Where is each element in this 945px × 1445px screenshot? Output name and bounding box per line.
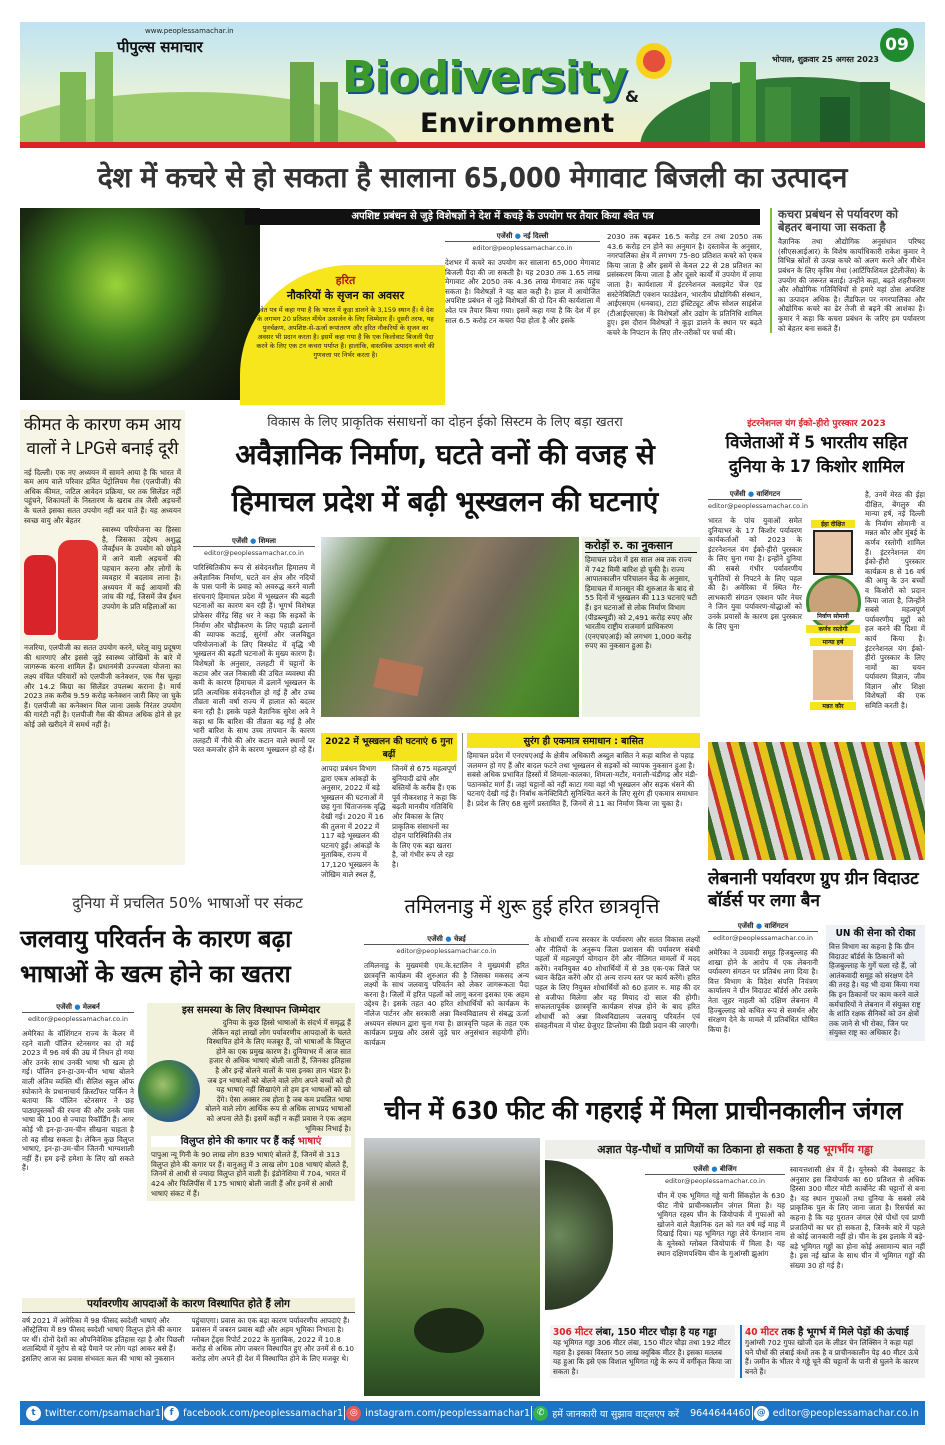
tamilnadu-headline: तमिलनाडु में शुरू हुई हरित छात्रवृत्ति — [404, 894, 660, 918]
email-address: editor@peoplessamachar.co.in — [772, 1407, 919, 1419]
displacement-body: दुनिया के कुछ हिस्से भाषाओं के संदर्भ में समृद्ध हैं लेकिन वहां लाखों लोग पर्यावरणीय आपदाओं के चलते विस्थापित होने के लिए मजबूर हैं, जो भाषाओं के विलुप्त होने का एक प्रमुख कारण है। दुनियाभर में आज सात हजार से अधिक भाषाएं बोली जाती हैं, जिनका इतिहास है और इन्हें बोलने वालों के पास इनका ज्ञान भंडार है। जब इन भाषाओं को बोलने वाले लोग अपने बच्चों को ही यह भाषाएं नहीं सिखाएंगे तो हम इन भाषाओं को खो देंगे। ऐसा अक्सर तब होता है जब कम प्रचलित भाषा बोलने वाले लोग आर्थिक रूप से अधिक लाभप्रद भाषाओं को अपना लेते हैं। इसमें कहीं न कहीं प्रवास ने एक अहम भूमिका निभाई है। — [205, 1018, 351, 1133]
dateline: भोपाल, शुक्रवार 25 अगस्त 2023 — [772, 55, 879, 64]
china-body-2: स्वायत्तशासी क्षेत्र में है। यूनेस्को की वेबसाइट के अनुसार इस जियोपार्क का 60 प्रतिशत से अधिक हिस्सा 300 मीटर मोटी कार्बोनेट की चट्टानों से बना है। यह स्थान गुफाओं तथा दुनिया के सबसे लंबे प्राकृतिक पुल के लिए जाना जाता है। रिसर्चर्स का कहना है कि यह पुरातन जंगल ऐसे पौधों एवं प्राणी प्रजातियों का घर हो सकता है, जिनके बारे में पहले से कोई जानकारी नहीं हो। चीन के इस इलाके में बड़े-बड़े भूमिगत गड्ढों का होना कोई असामान्य बात नहीं है। इस नई खोज के साथ चीन में भूमिगत गड्ढों की संख्या 30 हो गई है। — [790, 1165, 926, 1270]
agency-label: एजेंसी — [56, 1003, 72, 1011]
lebanon-email[interactable]: editor@peoplessamachar.co.in — [708, 931, 818, 942]
himachal-dateline: एजेंसी ● शिमला — [232, 537, 276, 545]
whatsapp-number: 9644644460 — [690, 1407, 751, 1419]
story1-email[interactable]: editor@peoplessamachar.co.in — [445, 241, 600, 252]
section-title-biodiversity: Biodiversity — [342, 52, 627, 103]
china-strap-highlight: भूगर्भीय गड्ढा — [823, 1143, 873, 1156]
stat-title: 2022 में भूस्खलन की घटनाएं 6 गुना बढ़ीं — [321, 733, 457, 761]
city-label: नई दिल्ली — [523, 232, 549, 240]
size-title-highlight: 306 मीटर — [553, 1327, 593, 1338]
crumpled-globe-photo — [138, 1060, 200, 1122]
instagram-handle: instagram.com/peoplessamachar1 — [365, 1407, 530, 1419]
lpg-body-2: स्वास्थ्य परियोजना का हिस्सा है, जिसका उद्देश्य अशुद्ध जैवईंधन के उपयोग को छोड़ने में आने वाली अड़चनों की पहचान करना और लोगों के व्यवहार में बदलाव लाना है। अध्ययन में कई आयामों की जांच की गई, जिसमें जैव ईंधन उपयोग के प्रति महिलाओं का — [102, 525, 181, 611]
newspaper-logo: पीपुल्स समाचार — [117, 38, 203, 56]
city-label: वाशिंगटन — [756, 490, 781, 498]
divider — [531, 1406, 532, 1420]
un-box — [826, 925, 925, 1041]
loss-title: करोड़ों रु. का नुकसान — [585, 540, 697, 553]
agency-label: एजेंसी — [737, 922, 754, 930]
banner-divider — [20, 142, 925, 148]
callout-title-1: हरित — [335, 274, 356, 287]
story1-sidebar — [770, 208, 925, 333]
height-box — [740, 1325, 925, 1378]
photo-label-4: मान्या हर्ष — [810, 638, 856, 646]
china-column-1 — [645, 1165, 785, 1258]
endangered-title-text: विलुप्त होने की कगार पर हैं कई — [180, 1136, 295, 1148]
tunnel-box — [462, 733, 700, 809]
height-body: गुआंग्सी 702 गुफा खोजी दल के लीडर चेन लिक्सिन ने कहा यहां घने पौधों की लंबाई कंधों तक है व प्राचीनकालीन पेड़ 40 मीटर ऊंचे हैं। जमीन के भीतर ये गड्ढे चूने की चट्टानों के पानी से घुलने के कारण बनते हैं। — [745, 1338, 919, 1376]
endangered-title — [151, 1136, 351, 1147]
lebanon-rally-photo — [708, 742, 925, 860]
china-strap — [545, 1140, 925, 1159]
ecohero-body-2: है, उनमें मेरठ की ईहा दीक्षित, बेंगलुरु की मान्या हर्ष, नई दिल्ली के निर्वाण सोमानी व मन्नत कौर और मुंबई के कर्णव रस्तोगी शामिल हैं। इंटरनेशनल यंग ईको-हीरो पुरस्कार कार्यक्रम 8 से 16 वर्ष की आयु के उन बच्चों व किशोरों को प्रदान किया जाता है, जिन्होंने सबसे महत्वपूर्ण पर्यावरणीय मुद्दों को हल करने की दिशा में कार्य किया है। इंटरनेशनल यंग ईको-हीरो पुरस्कार के लिए नामों का चयन पर्यावरण विज्ञान, जीव विज्ञान और शिक्षा विशेषज्ञों की एक समिति करती है। — [865, 490, 925, 711]
height-title-text: तक है भूगर्भ में मिले पेड़ों की ऊंचाई — [781, 1327, 909, 1338]
instagram-link[interactable] — [346, 1406, 530, 1421]
whatsapp-text: हमें जानकारी या सुझाव वाट्सएप करें — [552, 1408, 680, 1420]
facebook-link[interactable] — [164, 1406, 343, 1421]
endangered-body: पापुआ न्यू गिनी के 90 लाख लोग 839 भाषाएं बोलते हैं, जिनमें से 313 विलुप्त होने की कगार पर हैं। वानुअतु में 3 लाख लोग 108 भाषाएं बोलते हैं, जिनमें से आधी से ज्यादा विलुप्त होने वाली हैं। इंडोनेशिया में 704, भारत में 424 और फिलिपींस में 175 भाषाएं बोली जाती हैं और इनमें से आधी भाषाएं संकट में हैं। — [151, 1150, 349, 1198]
callout-body: श्वेत पत्र में कहा गया है कि भारत में कूड़ा डालने के 3,159 स्थान हैं। ये देश के लगभग 20 प्रतिशत मीथेन उत्सर्जन के लिए जिम्मेदार हैं। दूसरी तरफ, यह पुनर्चक्रण, अपशिष्ट-से-ऊर्जा रूपांतरण और हरित नौकरियों के सृजन का अवसर भी प्रदान करता है। इसमें कहा गया है कि एक किलोवाट बिजली पैदा करने के लिए एक टन कचरा पर्याप्त है। हालांकि, वास्तविक उत्पादन कचरे की गुणवत्ता पर निर्भर करता है। — [256, 306, 435, 359]
china-dateline: एजेंसी ● बीजिंग — [693, 1165, 737, 1173]
story1-strap: अपशिष्ट प्रबंधन से जुड़े विशेषज्ञों ने देश में कचड़े के उपयोग पर तैयार किया श्वेत पत्र — [245, 209, 760, 225]
himachal-body: पारिस्थितिकीय रूप से संवेदनशील हिमालय में अवैज्ञानिक निर्माण, घटते वन क्षेत्र और नदियों के पास पानी के प्रवाह को अवरुद्ध करने वाली संरचनाएं हिमाचल प्रदेश में भूस्खलन की बढ़ती घटनाओं का कारण बन रही हैं। भूगर्भ विशेषज्ञ प्रोफेसर वीरेंद्र सिंह धर ने कहा कि सड़कों के निर्माण और चौड़ीकरण के लिए पहाड़ी ढलानों की व्यापक कटाई, सुरंगों और जलविद्युत परियोजनाओं के लिए विस्फोट में वृद्धि भी भूस्खलन की बढ़ती घटनाओं के मुख्य कारण हैं। विशेषज्ञों के अनुसार, तलहटी में चट्टानों के कटाव और जल निकासी की उचित व्यवस्था की कमी के कारण हिमाचल में ढलानें भूस्खलन के प्रति अत्यधिक संवेदनशील हो गई हैं और उच्च तीव्रता वाली वर्षा राज्य में हालात को बदतर बना रही है। इसके पहले वैज्ञानिक सुरेश अत्रे ने कहा था कि बारिश की तीव्रता बढ़ गई है और भारी बारिश के साथ उच्च तापमान के कारण तलहटी में नीचे की ओर कटान वाले स्थानों पर परत कमजोर होने के कारण भूस्खलन हो रहे हैं। — [193, 563, 315, 755]
lebanon-body: अमेरिका ने उग्रवादी समूह हिजबुल्लाह की शाखा होने के आरोप में एक लेबनानी पर्यावरण संगठन पर प्रतिबंध लगा दिया है। वित्त विभाग के विदेश संपत्ति नियंत्रण कार्यालय ने ग्रीन विदाउट बॉर्डर्स और उसके नेता जुहर नाहली को दक्षिण लेबनान में हिज्बुल्लाह को कथित रूप से समर्थन और संरक्षण देने के मामले में प्रतिबंधित घोषित किया है। — [708, 948, 818, 1034]
size-body: यह भूमिगत गड्ढा 306 मीटर लंबा, 150 मीटर चौड़ा तथा 192 मीटर गहरा है। इसका विस्तार 50 लाख क्यूबिक मीटर है। इसका मतलब यह हुआ कि इसे एक विशाल भूमिगत गड्ढे के रूप में वर्गीकृत किया जा सकता है। — [553, 1338, 732, 1376]
footer-contact-bar — [20, 1401, 925, 1425]
agency-label: एजेंसी — [496, 232, 513, 240]
languages-email[interactable]: editor@peoplessamachar.co.in — [22, 1012, 134, 1023]
city-label: वाशिंगटन — [764, 922, 789, 930]
landslide-photo — [321, 537, 579, 717]
languages-body: अमेरिका के वॉशिंगटन राज्य के केलर में रहने वाली पॉलिन स्टेनसगर का दो मई 2023 में 96 वर्ष की उम्र में निधन हो गया और उनके साथ उनकी भाषा भी खत्म हो गई। पॉलिन इन-हा-उम-चीन भाषा बोलने वाली अंतिम व्यक्ति थीं। सैलिश स्कूल ऑफ स्पोकाने के प्रधानाचार्य क्रिस्टॉफर पार्किन ने बताया कि पॉलिन स्टेनसगर ने छह पाठ्यपुस्तकों की रचना की और उनके पास भाषा की 100 से ज्यादा रिकॉर्डिंग हैं। अगर कोई भी इन-हा-उम-चीन सीखना चाहता है तो वह सीख सकता है। लेकिन कुछ विलुप्त भाषाएं, इन-हा-उम-चीन जितनी भाग्यशाली नहीं हैं। हम इन्हें हमेशा के लिए खो सकते हैं। — [22, 1029, 134, 1173]
un-box-title: UN की सेना को रोका — [835, 928, 916, 939]
section-title-ampersand: & — [625, 87, 639, 106]
himachal-kicker: विकास के लिए प्राकृतिक संसाधनों का दोहन ईको सिस्टम के लिए बड़ा खतरा — [267, 415, 623, 430]
lpg-body-3: नजरिया, एलपीजी का सतत उपयोग करने, घरेलू वायु प्रदूषण की धारणाएं और इससे जुड़े स्वास्थ्य जोखिमों के बारे में जागरूक करना शामिल हैं। प्रधानमंत्री उज्ज्वला योजना का लक्ष्य वंचित परिवारों को एलपीजी कनेक्शन, एक गैस चूल्हा और 14.2 किग्रा का सिलेंडर उपलब्ध कराना है। मार्च 2023 तक करीब 9.59 करोड़ कनेक्शन जारी किए जा चुके हैं। एलपीजी का कनेक्शन मिल जाना उसके निरंतर उपयोग की गारंटी नहीं है। एलपीजी गैस की कीमत अधिक होने से हर कोई उसे खरीदने में समर्थ नहीं है। — [24, 643, 181, 729]
story1-dateline: एजेंसी ● नई दिल्ली — [496, 232, 549, 240]
photo-label-3: कर्णव रस्तोगी — [806, 625, 860, 633]
twitter-link[interactable] — [26, 1406, 161, 1421]
height-title-highlight: 40 मीटर — [745, 1327, 779, 1338]
city-label: शिमला — [258, 537, 276, 545]
sidebar-title: कचरा प्रबंधन से पर्यावरण को बेहतर बनाया जा सकता है — [778, 207, 898, 234]
endangered-title-highlight: भाषाएं — [297, 1136, 322, 1148]
china-email[interactable]: editor@peoplessamachar.co.in — [645, 1174, 785, 1185]
callout-title-2: नौकरियों के सृजन का अवसर — [286, 289, 405, 302]
story1-body-2: 2030 तक बढ़कर 16.5 करोड़ टन तथा 2050 तक 43.6 करोड़ टन होने का अनुमान है। दस्तावेज के अनुसार, नगरपालिका क्षेत्र में लगभग 75-80 प्रतिशत कचरे को एकत्र किया जाता है और इसमें से केवल 22 से 28 प्रतिशत का प्रसंस्करण किया जाता है और दूसरे कार्यों में उपयोग में लाया जाता है। कार्यशाला में इंटरनेशनल क्लाइमेट चेंज एंड सस्टेनेबिलिटी एक्शन फाउंडेशन, भारतीय प्रौद्योगिकी संस्थान, आईएसएम (धनबाद), टाटा इंस्टिट्यूट ऑफ सोशल साइंसेज (टीआईएसएस) के विशेषज्ञों और उद्योग के प्रतिनिधि शामिल हुए। इस दौरान विशेषज्ञों ने कूड़ा डालने के स्थान पर बढ़ते कचरे के निपटान के लिए तौर-तरीकों पर चर्चा की। — [607, 232, 762, 337]
email-link[interactable] — [754, 1406, 919, 1421]
displacement-title: इस समस्या के लिए विस्थापन जिम्मेदार — [182, 1005, 320, 1016]
ecohero-email[interactable]: editor@peoplessamachar.co.in — [708, 499, 802, 510]
ecohero-body-1: भारत के पांच युवाओं समेत दुनियाभर के 17 किशोर पर्यावरण कार्यकर्ताओं को 2023 के इंटरनेशनल यंग ईको-हीरो पुरस्कार के लिए चुना गया है। इन्होंने दुनिया की सबसे गंभीर पर्यावरणीय चुनौतियों से निपटने के लिए पहल की है। अमेरिका में स्थित गैर-लाभकारी संगठन एक्शन फॉर नेचर ने जिन युवा पर्यावरण-योद्धाओं को उनके प्रयासों के कारण इस पुरस्कार के लिए चुना — [708, 516, 802, 631]
lpg-cylinder-photo — [24, 525, 99, 643]
masthead-banner — [20, 22, 925, 148]
himachal-headline-1: अवैज्ञानिक निर्माण, घटते वनों की वजह से — [235, 438, 655, 471]
languages-dateline: एजेंसी ● मेलबर्न — [56, 1003, 100, 1011]
disaster-body-2: पहुंचाएगा। प्रवास का एक बड़ा कारण पर्यावरणीय आपदाएं हैं। प्रवासन में जबरन प्रवास बड़ी और अहम भूमिका निभाता है। ग्लोबल ट्रेंड्स रिपोर्ट 2022 के मुताबिक, 2022 में 10.8 करोड़ से अधिक लोग जबरन विस्थापित हुए और उनमें से 6.10 करोड़ लोग अपने ही देश में विस्थापित होने के लिए मजबूर थे। — [191, 1315, 354, 1363]
agency-label: एजेंसी — [427, 935, 443, 943]
city-label: चेन्नई — [453, 935, 466, 943]
facebook-icon: f — [164, 1406, 179, 1421]
page-number-badge: 09 — [880, 28, 914, 62]
whatsapp-contact[interactable] — [533, 1406, 750, 1421]
himachal-headline-2: हिमाचल प्रदेश में बढ़ी भूस्खलन की घटनाएं — [231, 485, 659, 518]
tunnel-title: सुरंग ही एकमात्र समाधान : बासित — [467, 733, 700, 748]
stat-body: आपदा प्रबंधन विभाग द्वारा एकत्र आंकड़ों के अनुसार, 2022 में बड़े भूस्खलन की घटनाओं में छह गुना चिंताजनक वृद्धि देखी गई। 2020 में 16 की तुलना में 2022 में 117 बड़े भूस्खलन की घटनाएं हुईं। आंकड़ों के मुताबिक, राज्य में 17,120 भूस्खलन के जोखिम वाले स्थल हैं, जिनमें से 675 महत्वपूर्ण बुनियादी ढांचे और बस्तियों के करीब हैं। एक पूर्व नौकरशाह ने कहा कि बढ़ती मानवीय गतिविधि और विकास के लिए प्राकृतिक संसाधनों का दोहन पारिस्थितिकी तंत्र के लिए एक बड़ा खतरा है, जो गंभीर रूप ले रहा है। — [321, 764, 457, 879]
ecohero-column-1 — [708, 490, 808, 631]
lpg-story — [20, 410, 185, 865]
lpg-body-1: नई दिल्ली। एक नए अध्ययन में सामने आया है कि भारत में कम आय वाले परिवार द्रवित पेट्रोलियम गैस (एलपीजी) की अधिक कीमत, जटिल आवेदन प्रक्रिया, घर तक सिलेंडर नहीं पहुंचने, शिकायतों के निस्तारण के खराब तंत्र जैसी अड़चनों के चलते इसका सतत उपयोग नहीं कर पाते हैं। यह अध्ययन स्वच्छ वायु और बेहतर — [24, 467, 181, 525]
ecohero-headline: विजेताओं में 5 भारतीय सहित दुनिया के 17 किशोर शामिल — [725, 433, 908, 477]
loss-body: हिमाचल प्रदेश में इस साल अब तक राज्य में 742 मिमी बारिश हो चुकी है। राज्य आपातकालीन परिचालन केंद्र के अनुसार, हिमाचल में मानसून की शुरुआत के बाद से 55 दिनों में भूस्खलन की 113 घटनाएं घटी हैं। इन घटनाओं से लोक निर्माण विभाग (पीडब्ल्यूडी) को 2,491 करोड़ रुपए और भारतीय राष्ट्रीय राजमार्ग प्राधिकरण (एनएचएआई) को लगभग 1,000 करोड़ रुपए का नुकसान हुआ है। — [585, 555, 698, 651]
story1-headline: देश में कचरे से हो सकता है सालाना 65,000 मेगावाट बिजली का उत्पादन — [97, 161, 848, 194]
story1-column-1 — [445, 232, 600, 325]
agency-label: एजेंसी — [232, 537, 248, 545]
photo-label-5: मन्नत कौर — [810, 702, 856, 710]
tamilnadu-dateline: एजेंसी ● चेन्नई — [427, 935, 466, 943]
languages-headline: जलवायु परिवर्तन के कारण बढ़ा भाषाओं के खत्म होने का खतरा — [20, 925, 292, 988]
china-strap-text: अज्ञात पेड़-पौधों व प्राणियों का ठिकाना हो सकता है यह — [597, 1143, 820, 1156]
divider — [344, 1406, 345, 1420]
loss-box — [582, 537, 700, 717]
un-box-body: वित्त विभाग का कहना है कि ग्रीन विदाउट बॉर्डर्स के ठिकानों को हिजबुल्लाह के गुर्गे चला रहे हैं, जो आतंकवादी समूह को संरक्षण देने की तरह है। यह भी दावा किया गया कि इन ठिकानों पर काम करने वाले कर्मचारियों ने लेबनान में संयुक्त राष्ट्र के शांति रक्षक सैनिकों को उन क्षेत्रों तक जाने से भी रोका, जिन पर संयुक्त राष्ट्र का अधिकार है। — [829, 942, 921, 1038]
divider — [162, 1406, 163, 1420]
twitter-handle: twitter.com/psamachar1 — [45, 1407, 161, 1419]
story1-body-1: देशभर में कचरे का उपयोग कर सालाना 65,000 मेगावाट बिजली पैदा की जा सकती है। यह 2030 तक 1.65 लाख मेगावाट और 2050 तक 4.36 लाख मेगावाट तक पहुंच सकता है। विशेषज्ञों ने यह बात कही है। हाल में आयोजित अपशिष्ट प्रबंधन से जुड़े विशेषज्ञों की दो दिन की कार्यशाला में श्वेत पत्र तैयार किया गया। इसमें कहा गया है कि देश में हर साल 6.5 करोड़ टन कचरा पैदा होता है और इसके — [445, 258, 600, 325]
size-title — [553, 1327, 732, 1338]
agency-label: एजेंसी — [729, 490, 746, 498]
china-body-1: चीन में एक भूमिगत गड्ढे यानी सिंकहोल के 630 फीट नीचे प्राचीनकालीन जंगल मिला है। यह भूमिगत रहस्य चीन के जियोपार्क में गुफाओं को खोजने वाले वैज्ञानिक दल को गत वर्ष मई माह में दिखाई दिया। यह भूमिगत गड्ढा लेये फेंगशान नाम के यूनेस्को ग्लोबल जियोपार्क में मिला है। यह स्थान दक्षिणपश्चिम चीन के गुआंग्सी झुआंग — [657, 1191, 785, 1258]
languages-kicker: दुनिया में प्रचलित 50% भाषाओं पर संकट — [72, 894, 303, 912]
tunnel-body: हिमाचल प्रदेश में एनएचएआई के क्षेत्रीय अधिकारी अब्दुल बासित ने कहा बारिश से पहाड़ जलमग्न हो गए हैं और बादल फटने तथा भूस्खलन से सड़कों को व्यापक नुकसान हुआ है। सबसे अधिक प्रभावित हिस्सों में शिमला-कालका, शिमला-मटौर, मनाली-चंडीगढ़ और मंडी-पठानकोट मार्ग हैं। जहां चट्टानों को नहीं काटा गया वहां भी भूस्खलन और सड़क धंसने की घटनाएं देखी गई हैं। निर्बाध कनेक्टिविटी सुनिश्चित करने के लिए सुरंग ही एकमात्र समाधान है। प्रदेश के लिए 68 सुरंगें प्रस्तावित हैं, जिनमें से 11 का निर्माण किया जा चुका है। — [467, 751, 698, 808]
lebanon-dateline: एजेंसी ● वाशिंगटन — [737, 922, 789, 930]
tamilnadu-body-2: के शोधार्थी राज्य सरकार के पर्यावरण और सतत विकास लक्ष्यों और नीतियों के अनुरूप जिला प्रशासन की पर्यावरण संबंधी पहलों में महत्वपूर्ण योगदान देंगे और नीतिगत मामलों में मदद करेंगे। नवनियुक्त 40 शोधार्थियों में से 38 एक-एक जिले पर ध्यान केंद्रित करेंगे और दो अन्य राज्य स्तर पर कार्य करेंगे। हरित पहल के लिए नियुक्त शोधार्थियों को 60 हजार रु. माह की दर से वजीफा मिलेगा और यह मियाद दो साल की होगी। सफलतापूर्वक छात्रवृत्ति कार्यक्रम संपन्न होने के बाद हरित शोधार्थी को अन्ना विश्वविद्यालय जलवायु परिवर्तन एवं संवहनीयता में पोस्ट ग्रेजुएट डिप्लोमा की डिग्री प्रदान की जाएगी। — [535, 935, 700, 1031]
whatsapp-icon: ✆ — [533, 1406, 548, 1421]
section-title-environment: Environment — [420, 108, 615, 139]
facebook-handle: facebook.com/peoplessamachar1 — [183, 1407, 344, 1419]
lightbulb-photo — [20, 208, 260, 400]
size-title-text: लंबा, 150 मीटर चौड़ा है यह गड्ढा — [595, 1327, 717, 1338]
sinkhole-aerial-photo — [364, 1138, 540, 1396]
lpg-headline: कीमत के कारण कम आय वालों ने LPGसे बनाई दूरी — [24, 415, 181, 459]
ecohero-dateline: एजेंसी ● वाशिंगटन — [729, 490, 781, 498]
city-label: बीजिंग — [719, 1165, 737, 1173]
photo-label-2: निर्वाण सोमानी — [806, 612, 860, 620]
twitter-icon: t — [26, 1406, 41, 1421]
sun-icon — [635, 42, 673, 80]
instagram-icon: ◎ — [346, 1406, 361, 1421]
website-url[interactable]: www.peoplessamachar.in — [145, 27, 234, 35]
disaster-box — [22, 1298, 355, 1364]
lebanon-column — [708, 922, 818, 1034]
green-jobs-callout — [240, 265, 445, 405]
divider — [752, 1406, 753, 1420]
tamilnadu-email[interactable]: editor@peoplessamachar.co.in — [364, 944, 529, 955]
tamilnadu-column-1 — [364, 935, 529, 1047]
himachal-email[interactable]: editor@peoplessamachar.co.in — [193, 546, 315, 557]
stat-box — [321, 733, 457, 879]
disaster-title: पर्यावरणीय आपदाओं के कारण विस्थापित होते हैं लोग — [22, 1298, 355, 1313]
tamilnadu-body-1: तमिलनाडु के मुख्यमंत्री एम.के.स्टालिन ने मुख्यमंत्री हरित छात्रवृत्ति कार्यक्रम की शुरुआत की है जिसका मकसद अन्य लक्ष्यों के साथ जलवायु परिवर्तन को लेकर जागरूकता पैदा करना है। जिलों में हरित पहलों को लागू करना इसका एक अहम उद्देश्य है। इसके तहत 40 हरित शोधार्थियों को कार्यक्रम के नॉलेज पार्टनर और सरकारी अन्ना विश्वविद्यालय से संबद्ध ऊर्जा अध्ययन संस्थान द्वारा चुना गया है। छात्रवृत्ति पहल के तहत एक कार्यक्रम प्रमुख और उससे जुड़े चार अनुसंधान सहयोगी होंगे। कार्यक्रम — [364, 961, 529, 1047]
lebanon-headline: लेबनानी पर्यावरण ग्रुप ग्रीन विदाउट बॉर्डर्स पर लगा बैन — [708, 869, 919, 912]
email-icon: @ — [754, 1406, 769, 1421]
city-label: मेलबर्न — [82, 1003, 100, 1011]
size-box — [550, 1325, 735, 1378]
agency-label: एजेंसी — [693, 1165, 709, 1173]
sidebar-body: वैज्ञानिक तथा औद्योगिक अनुसंधान परिषद (सीएसआईआर) के विशेष कार्याधिकारी राकेश कुमार ने विभिन्न स्रोतों से उत्पन्न कचरे को अलग करने और मीथेन प्रबंधन के लिए कृत्रिम मेधा (आर्टिफिशियल इंटेलीजेंस) के उपयोग की जरूरत बताई। उन्होंने कहा, बढ़ते शहरीकरण और औद्योगिक गतिविधियों से हमारे यहां ठोस अपशिष्ट का उत्पादन अधिक है। लैंडफिल पर नगरपालिका और औद्योगिक कचरे का ढेर तेजी से बढ़ने की आशंका है। कुमार ने कहा कि कचरा प्रबंधन के जरिए हम पर्यावरण को बेहतर बना सकते हैं। — [778, 237, 925, 333]
height-title — [745, 1327, 922, 1338]
himachal-column — [193, 537, 315, 755]
china-headline: चीन में 630 फीट की गहराई में मिला प्राचीनकालीन जंगल — [384, 1096, 903, 1125]
languages-column — [22, 1003, 134, 1173]
photo-label-1: ईहा दीक्षित — [811, 520, 855, 528]
disaster-body-1: वर्ष 2021 में अमेरिका में 98 फीसद स्वदेशी भाषाएं और ऑस्ट्रेलिया में 89 फीसद स्वदेशी भाषाएं विलुप्त होने की कगार पर थीं। दोनों देशों का औपनिवेशिक इतिहास रहा है और पिछली शताब्दियों में यूरोप से बड़े पैमाने पर लोग यहां आकर बसे हैं। इसलिए आज का प्रवास संभवतः कल की भाषा को नुकसान — [22, 1315, 185, 1363]
ancient-forest-photo — [545, 1160, 613, 1310]
ecohero-kicker: इंटरनेशनल यंग ईको-हीरो पुरस्कार 2023 — [747, 419, 886, 429]
